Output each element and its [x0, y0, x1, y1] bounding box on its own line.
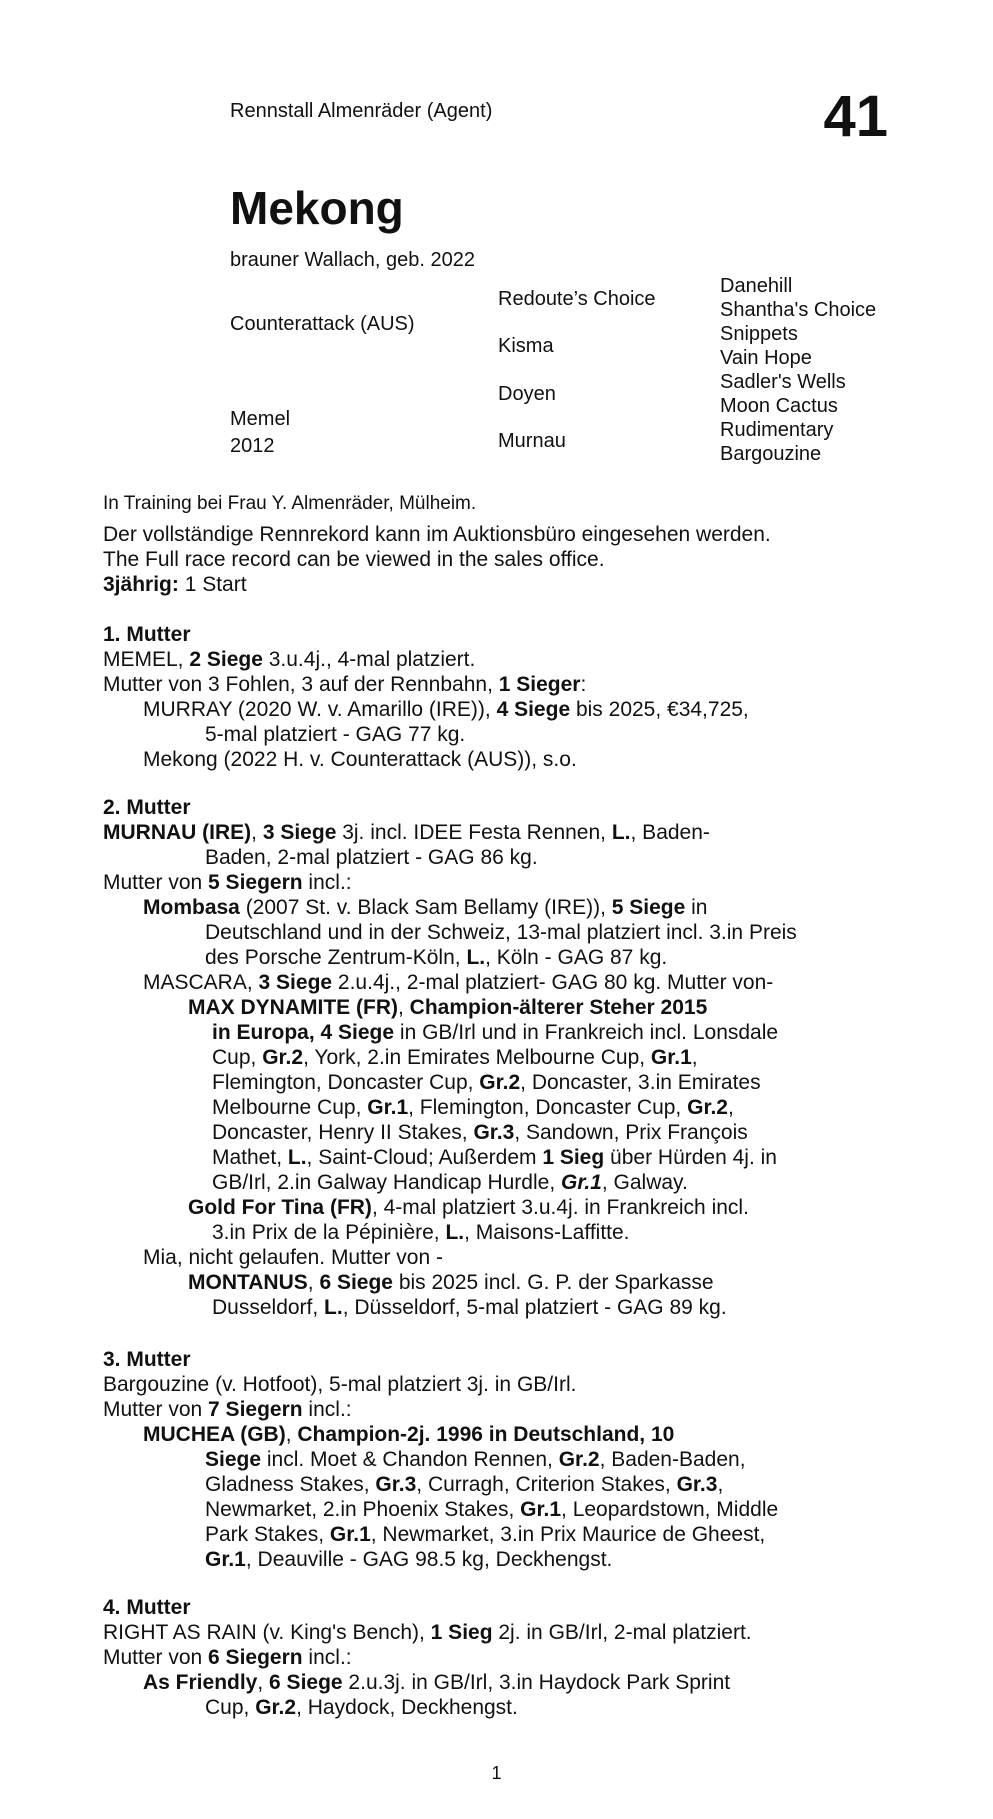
record-note-de: Der vollständige Rennrekord kann im Auktionsbüro eingesehen werden.: [103, 523, 771, 546]
dam-summary-cont: Baden, 2-mal platziert - GAG 86 kg.: [205, 846, 538, 869]
produce-summary: Mutter von 5 Siegern incl.:: [103, 871, 352, 894]
gen3-5: Sadler's Wells: [720, 371, 846, 393]
produce-entry-cont: Gr.1, Deauville - GAG 98.5 kg, Deckhengst.: [205, 1548, 613, 1571]
gen3-1: Danehill: [720, 275, 793, 297]
age3-record: [103, 573, 247, 597]
produce-entry-cont: Cup, Gr.2, Haydock, Deckhengst.: [205, 1696, 518, 1719]
dam-summary: RIGHT AS RAIN (v. King's Bench), 1 Sieg 2j. in GB/Irl, 2-mal platziert.: [103, 1621, 752, 1644]
produce-entry-cont: des Porsche Zentrum-Köln, L., Köln - GAG 87 kg.: [205, 946, 668, 969]
gen3-4: Vain Hope: [720, 347, 812, 369]
dam: Memel: [230, 408, 291, 430]
gen3-6: Moon Cactus: [720, 395, 838, 417]
dam-year: 2012: [230, 435, 275, 457]
horse-description: brauner Wallach, geb. 2022: [230, 249, 475, 271]
dam-section-2: [103, 795, 898, 1320]
gen3-7: Rudimentary: [720, 419, 834, 441]
gen3-3: Snippets: [720, 323, 798, 345]
grandproduce-entry-cont: Doncaster, Henry II Stakes, Gr.3, Sandown, Prix François: [212, 1121, 748, 1144]
produce-summary: Mutter von 3 Fohlen, 3 auf der Rennbahn, 1 Sieger:: [103, 673, 587, 696]
grandproduce-entry-cont: Flemington, Doncaster Cup, Gr.2, Doncaster, 3.in Emirates: [212, 1071, 761, 1094]
dam-dam: Murnau: [498, 430, 566, 452]
grandproduce-entry-cont: in Europa, 4 Siege in GB/Irl und in Frankreich incl. Lonsdale: [212, 1021, 779, 1044]
section-heading: 2. Mutter: [103, 796, 191, 819]
sire: Counterattack (AUS): [230, 313, 415, 335]
produce-entry-cont: Park Stakes, Gr.1, Newmarket, 3.in Prix Maurice de Gheest,: [205, 1523, 766, 1546]
produce-entry: MASCARA, 3 Siege 2.u.4j., 2-mal platziert- GAG 80 kg. Mutter von-: [143, 971, 774, 994]
dam-section-4: [103, 1595, 898, 1720]
grandproduce-entry-cont: 3.in Prix de la Pépinière, L., Maisons-Laffitte.: [212, 1221, 630, 1244]
grandproduce-entry-cont: Cup, Gr.2, York, 2.in Emirates Melbourne Cup, Gr.1,: [212, 1046, 698, 1069]
dam-section-3: [103, 1347, 898, 1572]
consignor: Rennstall Almenräder (Agent): [230, 100, 493, 122]
produce-entry-cont: Deutschland und in der Schweiz, 13-mal platziert incl. 3.in Preis: [205, 921, 797, 944]
training-note: In Training bei Frau Y. Almenräder, Mülheim.: [103, 493, 477, 514]
grandproduce-entry: MONTANUS, 6 Siege bis 2025 incl. G. P. der Sparkasse: [188, 1271, 714, 1294]
dam-summary: MEMEL, 2 Siege 3.u.4j., 4-mal platziert.: [103, 648, 476, 671]
produce-entry: As Friendly, 6 Siege 2.u.3j. in GB/Irl, 3.in Haydock Park Sprint: [143, 1671, 731, 1694]
produce-entry: Mekong (2022 H. v. Counterattack (AUS)), s.o.: [143, 748, 577, 771]
produce-entry: MUCHEA (GB), Champion-2j. 1996 in Deutschland, 10: [143, 1423, 675, 1446]
grandproduce-entry: MAX DYNAMITE (FR), Champion-älterer Steher 2015: [188, 996, 708, 1019]
sire-dam: Kisma: [498, 335, 554, 357]
gen3-2: Shantha's Choice: [720, 299, 877, 321]
produce-entry: Mombasa (2007 St. v. Black Sam Bellamy (IRE)), 5 Siege in: [143, 896, 708, 919]
horse-name: Mekong: [230, 182, 404, 234]
section-heading: 4. Mutter: [103, 1596, 191, 1619]
dam-summary: Bargouzine (v. Hotfoot), 5-mal platziert 3j. in GB/Irl.: [103, 1373, 577, 1396]
record-note-en: The Full race record can be viewed in the sales office.: [103, 548, 605, 571]
grandproduce-entry-cont: Mathet, L., Saint-Cloud; Außerdem 1 Sieg über Hürden 4j. in: [212, 1146, 777, 1169]
page-number: 1: [491, 1763, 502, 1783]
gen3-8: Bargouzine: [720, 443, 822, 465]
produce-entry: Mia, nicht gelaufen. Mutter von -: [143, 1246, 443, 1269]
section-heading: 3. Mutter: [103, 1348, 191, 1371]
dam-summary: MURNAU (IRE), 3 Siege 3j. incl. IDEE Festa Rennen, L., Baden-: [103, 821, 710, 844]
produce-entry-cont: Siege incl. Moet & Chandon Rennen, Gr.2, Baden-Baden,: [205, 1448, 746, 1471]
produce-entry-cont: Newmarket, 2.in Phoenix Stakes, Gr.1, Leopardstown, Middle: [205, 1498, 779, 1521]
produce-entry-cont: Gladness Stakes, Gr.3, Curragh, Criterion Stakes, Gr.3,: [205, 1473, 724, 1496]
produce-summary: Mutter von 6 Siegern incl.:: [103, 1646, 352, 1669]
age3-text: 1 Start: [178, 573, 247, 596]
grandproduce-entry-cont: Dusseldorf, L., Düsseldorf, 5-mal platziert - GAG 89 kg.: [212, 1296, 727, 1319]
age3-label: 3jährig:: [103, 573, 179, 596]
sire-sire: Redoute’s Choice: [498, 288, 656, 310]
section-heading: 1. Mutter: [103, 623, 191, 646]
grandproduce-entry-cont: Melbourne Cup, Gr.1, Flemington, Doncaster Cup, Gr.2,: [212, 1096, 734, 1119]
grandproduce-entry: Gold For Tina (FR), 4-mal platziert 3.u.4j. in Frankreich incl.: [188, 1196, 749, 1219]
produce-entry: MURRAY (2020 W. v. Amarillo (IRE)), 4 Siege bis 2025, €34,725,: [143, 698, 749, 721]
lot-number: 41: [823, 84, 888, 149]
grandproduce-entry-cont: GB/Irl, 2.in Galway Handicap Hurdle, Gr.1, Galway.: [212, 1171, 688, 1194]
produce-summary: Mutter von 7 Siegern incl.:: [103, 1398, 352, 1421]
produce-entry-cont: 5-mal platziert - GAG 77 kg.: [205, 723, 466, 746]
dam-section-1: [103, 622, 898, 772]
dam-sire: Doyen: [498, 383, 556, 405]
